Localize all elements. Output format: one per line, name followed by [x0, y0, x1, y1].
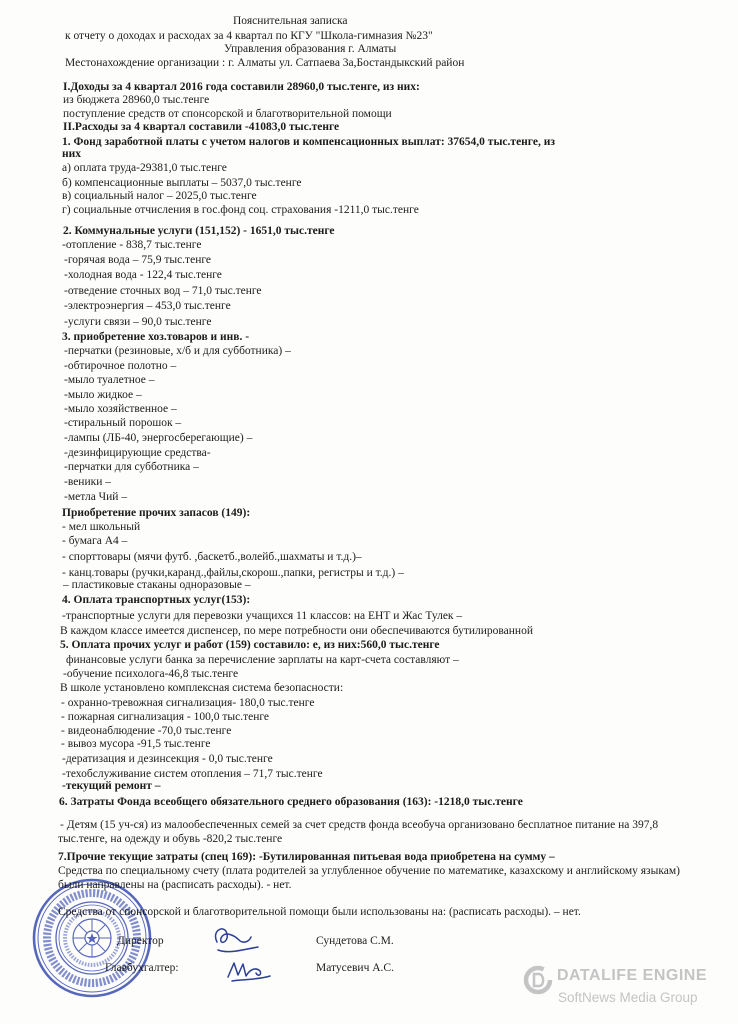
utility-item: -холодная вода - 122,4 тыс.тенге	[64, 269, 222, 281]
supply-item: - мел школьный	[62, 521, 141, 533]
expenses-heading: II.Расходы за 4 квартал составили -41083,0 тыс.тенге	[63, 121, 340, 133]
education-fund-heading: 6. Затраты Фонда всеобщего обязательного среднего образования (163): -1218,0 тыс.тенге	[59, 796, 523, 808]
department-line: Управления образования г. Алматы	[224, 43, 397, 55]
security-item: - видеонаблюдение -70,0 тыс.тенге	[61, 725, 232, 737]
other-supplies-heading: Приобретение прочих запасов (149):	[62, 507, 251, 519]
utility-item: -электроэнергия – 453,0 тыс.тенге	[64, 300, 231, 312]
supply-item: – пластиковые стаканы одноразовые –	[63, 579, 251, 591]
transport-line: -транспортные услуги для перевозки учащихся 11 классов: на ЕНТ и Жас Тулек –	[62, 610, 463, 622]
household-item: -обтирочное полотно –	[64, 360, 177, 372]
special-account-line: Средства по специальному счету (плата родителей за углубленное обучение по математике, казахскому и английскому языкам)	[58, 865, 680, 877]
utility-item: -отведение сточных вод – 71,0 тыс.тенге	[64, 285, 262, 297]
other-services-line: -обучение психолога-46,8 тыс.тенге	[63, 668, 239, 680]
location-line: Местонахождение организации : г. Алматы ул. Сатпаева 3а,Бостандыкский район	[65, 57, 465, 69]
supply-item: - бумага А4 –	[62, 535, 128, 547]
accountant-signature	[222, 955, 277, 985]
security-item: -дератизация и дезинсекция - 0,0 тыс.тенге	[62, 753, 273, 765]
director-signature	[205, 920, 265, 960]
payroll-heading-continued: них	[62, 148, 82, 160]
transport-line: В каждом классе имеется диспенсер, по мере потребности они обеспечиваются бутилированной	[60, 625, 533, 637]
special-account-line: были направлены на (расписать расходы). - нет.	[58, 879, 292, 891]
household-item: -метла Чий –	[64, 491, 128, 503]
household-item: -перчатки для субботника –	[64, 461, 199, 473]
other-current-heading: 7.Прочие текущие затраты (спец 169): -Бутилированная питьевая вода приобретена на сумму –	[58, 851, 555, 863]
education-fund-line: тыс.тенге, на одежду и обувь -820,2 тыс.тенге	[58, 833, 283, 845]
household-item: -мыло жидкое –	[64, 389, 142, 401]
payroll-item: г) социальные отчисления в гос.фонд соц. страхования -1211,0 тыс.тенге	[62, 204, 419, 216]
household-item: -перчатки (резиновые, х/б и для субботника) –	[64, 345, 291, 357]
document-title: Пояснительная записка	[233, 15, 348, 27]
accountant-label: Главбухгалтер:	[105, 962, 179, 974]
supply-item: - спорттовары (мячи футб. ,баскетб.,волейб.,шахматы и т.д.)–	[62, 551, 362, 563]
security-heading: В школе установлено комплексная система безопасности:	[60, 682, 344, 694]
datalife-logo-icon	[522, 964, 554, 996]
sponsorship-use-line: Средства от спонсорской и благотворительной помощи были использованы на: (расписать расходы). – нет.	[58, 906, 581, 918]
accountant-name: Матусевич А.С.	[316, 962, 394, 974]
household-item: -мыло туалетное –	[64, 374, 155, 386]
security-item: - вывоз мусора -91,5 тыс.тенге	[61, 738, 211, 750]
other-services-heading: 5. Оплата прочих услуг и работ (159) составило: е, из них:560,0 тыс.тенге	[60, 639, 440, 651]
household-item: -лампы (ЛБ-40, энергосберегающие) –	[64, 432, 253, 444]
education-fund-line: - Детям (15 уч-ся) из малообеспеченных семей за счет средств фонда всеобуча организовано бесплатное питание на 397,8	[60, 819, 659, 831]
security-item: - пожарная сигнализация - 100,0 тыс.тенге	[61, 711, 270, 723]
watermark-tagline: SoftNews Media Group	[558, 990, 698, 1005]
household-item: -мыло хозяйственное –	[64, 403, 177, 415]
transport-heading: 4. Оплата транспортных услуг(153):	[62, 594, 251, 606]
director-label: Директор	[117, 935, 164, 947]
household-heading: 3. приобретение хоз.товаров и инв. -	[62, 331, 250, 343]
utility-item: -отопление - 838,7 тыс.тенге	[62, 239, 202, 251]
household-item: -веники –	[64, 476, 111, 488]
utility-item: -услуги связи – 90,0 тыс.тенге	[64, 316, 212, 328]
income-line: из бюджета 28960,0 тыс.тенге	[63, 94, 210, 106]
other-services-line: финансовые услуги банка за перечисление зарплаты на карт-счета составляют –	[66, 654, 459, 666]
household-item: -стиральный порошок –	[64, 417, 182, 429]
report-subtitle: к отчету о доходах и расходах за 4 квартал по КГУ "Школа-гимназия №23"	[65, 30, 433, 42]
utilities-heading: 2. Коммунальные услуги (151,152) - 1651,0 тыс.тенге	[63, 225, 335, 237]
director-name: Сундетова С.М.	[316, 935, 394, 947]
household-item: -дезинфицирующие средства-	[64, 447, 211, 459]
utility-item: -горячая вода – 75,9 тыс.тенге	[64, 254, 212, 266]
payroll-item: б) компенсационные выплаты – 5037,0 тыс.тенге	[62, 177, 302, 189]
security-item: - охранно-тревожная сигнализация- 180,0 тыс.тенге	[61, 697, 315, 709]
income-line: поступление средств от спонсорской и благотворительной помощи	[63, 108, 392, 120]
supply-item: - канц.товары (ручки,каранд.,файлы,скорош.,папки, регистры и т.д.) –	[62, 567, 404, 579]
payroll-item: в) социальный налог – 2025,0 тыс.тенге	[62, 190, 257, 202]
official-stamp	[30, 876, 154, 1000]
security-item: -техобслуживание систем отопления – 71,7 тыс.тенге	[62, 768, 323, 780]
income-heading: I.Доходы за 4 квартал 2016 года составили 28960,0 тыс.тенге, из них:	[63, 81, 420, 93]
payroll-item: а) оплата труда-29381,0 тыс.тенге	[62, 162, 227, 174]
watermark-brand: DATALIFE ENGINE	[557, 967, 708, 984]
payroll-heading: 1. Фонд заработной платы с учетом налогов и компенсационных выплат: 37654,0 тыс.тенге, из	[62, 136, 555, 148]
repair-line: -текущий ремонт –	[62, 780, 161, 792]
